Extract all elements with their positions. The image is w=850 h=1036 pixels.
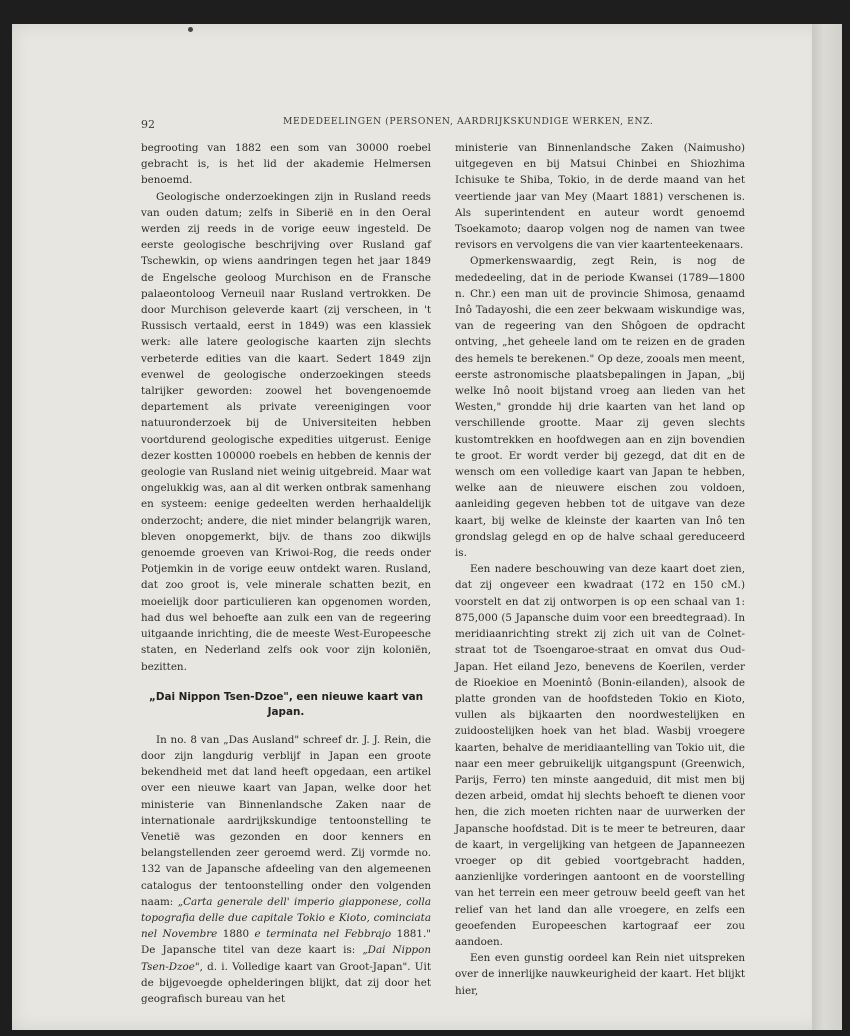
paragraph xyxy=(141,732,431,1007)
paragraph: Een even gunstig oordeel kan Rein niet uitspreken over de innerlijke nauwkeurigheid der kaart. Het blijkt hier, xyxy=(455,952,745,997)
text-run: 1881." De Japansche titel van deze kaart is: xyxy=(141,928,431,957)
page-number: 92 xyxy=(141,118,155,131)
section-heading xyxy=(141,690,431,721)
italic-title: „Carta generale dell' imperio giapponese, colla topografia delle due capitale Tokio e Kioto, cominciata nel Novembre xyxy=(141,895,431,941)
italic-title: e terminata nel Febbrajo xyxy=(254,928,392,941)
right-column xyxy=(455,140,745,999)
running-head: MEDEDEELINGEN (PERSONEN, AARDRIJKSKUNDIGE WERKEN, ENZ. xyxy=(283,116,654,127)
section-heading-line: „Dai Nippon Tsen-Dzoe", een nieuwe kaart van xyxy=(148,690,424,703)
left-column xyxy=(141,140,431,1007)
paragraph: begrooting van 1882 een som van 30000 roebel gebracht is, is het lid der akademie Helmersen benoemd. xyxy=(141,142,431,187)
text-run: 1880 xyxy=(217,928,255,941)
paragraph: Geologische onderzoekingen zijn in Rusland reeds van ouden datum; zelfs in Siberië en in den Oeral werden zij reeds in de vorige eeuw ingesteld. De eerste geologische beschrijving over Rusland gaf Tschewkin, op wiens aandringen tegen het jaar 1849 de Engelsche geoloog Murchison en de Fransche palaeontoloog Verneuil naar Rusland vertrokken. De door Murchison geleverde kaart (zij verscheen, in 't Russisch vertaald, eerst in 1849) was een klassiek werk: alle latere geologische kaarten zijn slechts verbeterde edities van die kaart. Sedert 1849 zijn evenwel de geologische onderzoekingen steeds talrijker geworden: zoowel het bovengenoemde departement als private vereenigingen voor natuuronderzoek bij de Universiteiten hebben voortdurend geologische expedities uitgerust. Eenige dezer kostten 100000 roebels en hebben de kennis der geologie van Rusland niet weinig uitgebreid. Maar wat ongelukkig was, aan al dit werken ontbrak samenhang en systeem: eenige gedeelten werden herhaaldelijk onderzocht; andere, die niet minder belangrijk waren, bleven onopgemerkt, bijv. de thans zoo dikwijls genoemde groeven van Kriwoi-Rog, die reeds onder Potjemkin in de vorige eeuw ontdekt waren. Rusland, dat zoo groot is, vele minerale schatten bezit, en moeielijk door particulieren kan opgenomen worden, had dus wel behoefte aan zulk een van de regeering uitgaande inrichting, die de meeste West-Europeesche staten, en Nederland zelfs ook voor zijn koloniën, bezitten. xyxy=(141,190,431,673)
italic-title: „Dai Nippon Tsen-Dzoe" xyxy=(141,944,432,973)
page-edge xyxy=(812,24,842,1030)
section-heading-line: Japan. xyxy=(267,706,305,719)
paragraph: Een nadere beschouwing van deze kaart doet zien, dat zij ongeveer een kwadraat (172 en 150 cM.) voorstelt en dat zij ontworpen is op een schaal van 1: 875,000 (5 Japansche duim voor een breedtegraad). In meridiaanrichting strekt zij zich uit van de Colnet-straat tot de Tsoengaroe-straat en omvat dus Oud-Japan. Het eiland Jezo, benevens de Koerilen, verder de Rioekioe en Moenintô (Bonin-eilanden), alsook de platte gronden van de hoofdsteden Tokio en Kioto, vullen als bijkaarten den noordwestelijken en zuidoostelijken hoek van het blad. Wasbij vroegere kaarten, behalve de meridiaantelling van Tokio uit, die naar een meer gebruikelijk uitgangspunt (Greenwich, Parijs, Ferro) ten minste aangeduid, dit mist men bij dezen arbeid, omdat hij slechts behoeft te dienen voor hen, die zich moeten richten naar de uurwerken der Japansche hoofdstad. Dit is te meer te betreuren, daar de kaart, in vergelijking van hetgeen de Japanneezen vroeger op dit gebied voortgebracht hadden, aanzienlijke vorderingen aantoont en de voorstelling van het terrein een meer getrouw beeld geeft van het relief van het land dan alle vroegere, en zelfs een geoefenden Europeeschen kartograaf eer zou aandoen. xyxy=(455,563,745,948)
text-run: In no. 8 van „Das Ausland" schreef dr. J. J. Rein, die door zijn langdurig verblijf in Japan een groote bekendheid met dat land heeft opgedaan, een artikel over een nieuwe kaart van Japan, welke door het ministerie van Binnenlandsche Zaken naar de internationale aardrijkskundige tentoonstelling te Venetië was gezonden en door kenners en belangstellenden zeer geroemd werd. Zij vormde no. 132 van de Japansche afdeeling van den algemeenen catalogus der tentoonstelling onder den volgenden naam: xyxy=(141,733,431,908)
text-run: , d. i. Volledige kaart van Groot-Japan". Uit de bijgevoegde ophelderingen blijkt, dat zij door het geografisch bureau van het xyxy=(141,960,431,1005)
paragraph: ministerie van Binnenlandsche Zaken (Naimusho) uitgegeven en bij Matsui Chinbei en Shiozhima Ichisuke te Shiba, Tokio, in de derde maand van het veertiende jaar van Mey (Maart 1881) verschenen is. Als superintendent en auteur wordt genoemd Tsoekamoto; daarop volgen nog de namen van twee revisors en vervolgens die van vier kaartenteekenaars. xyxy=(455,142,745,252)
ink-speck xyxy=(188,27,193,32)
paragraph: Opmerkenswaardig, zegt Rein, is nog de mededeeling, dat in de periode Kwansei (1789—1800 n. Chr.) een man uit de provincie Shimosa, genaamd Inô Tadayoshi, die een zeer bekwaam wiskundige was, van de regeering van den Shôgoen de opdracht ontving, „het geheele land om te reizen en de graden des hemels te berekenen." Op deze, zooals men meent, eerste astronomische plaatsbepalingen in Japan, „bij welke Inô nooit bijstand vroeg aan lieden van het Westen," grondde hij drie kaarten van het land op verschillende grootte. Maar zij geven slechts kustomtrekken en hoofdwegen aan en zijn bovendien te groot. Er wordt verder bij gezegd, dat dit en de wensch om een volledige kaart van Japan te hebben, welke aan de nieuwere eischen zou voldoen, aanleiding gegeven hebben tot de uitgave van deze kaart, bij welke de kleinste der kaarten van Inô ten grondslag gelegd en op de halve schaal gereduceerd is. xyxy=(455,255,745,560)
